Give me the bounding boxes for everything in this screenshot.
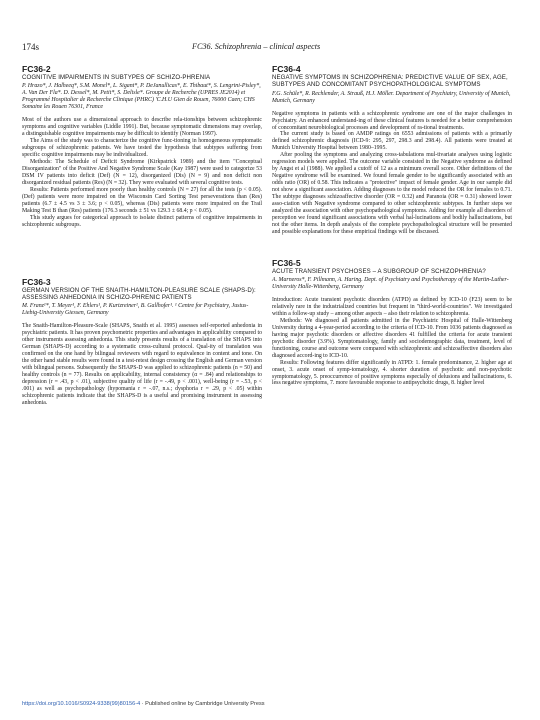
abstract-paragraph: The Aims of the study was to characterize the cognitive func-tioning in homogeneous symptomatic subgroups of schizophrenic patients. We have tested the hypothesis that subtypes suffering from specific cognitive impairments may be individualized. bbox=[22, 138, 262, 159]
abstract bbox=[272, 258, 512, 388]
abstract-paragraph: The Snaith-Hamilton-Pleasure-Scale (SHAPS, Snaith et al. 1995) assesses self-reported anhedonia in psychiatric patients. It has proven psychometric properties and advantages in applicability compared to other instruments assessing anhedonia. This study presents results of a translation of the SHAPS into German (SHAPS-D) according to a systematic cross-cultural protocol. Qual-ity of translation was confirmed on the one hand by bilingual reviewers with regard to equivalence in content and tone. On the other hand stable results were found in a test-retest design crossing the English and German version with bilingual persons. Subsequently the SHAPS-D was applied to schizophrenic patients (n = 50) and healthy controls (n = 77). Results on applicability, internal consistency (α = .84) and relationships to depression (r = .43, p < .01), subjective quality of life (r = -.49, p < .001), well-being (r = -.53, p < .001) as well as psychopathology (hypomania r = -.07, n.s.; dysphoria r = .29, p < .05) within schizophrenic patients indicate that the SHAPS-D is a useful and promising instrument in assessing anhedonia. bbox=[22, 323, 262, 406]
abstract-id: FC36-2 bbox=[22, 64, 51, 74]
page-footer bbox=[22, 701, 265, 707]
abstract-authors: P. Hrazo*, J. Halheeq*, S.M. Monel*, L. Sigant*, P. DeJanullicas*, E. Thibaut*, S. Lengrini-Pisley*, A. Van Der Fla*. D. Dessel*, M. Petit*, S. Delisle*. Groupe de Recherche (UPRES JE2014) et Programmé Hospitalier de Recherche Clinique (PHRC) 'C.H.U Gien de Rouen, 76000 Caen; CHS Somaine les Rouen 76301, France bbox=[22, 83, 261, 111]
abstract-id: FC36-5 bbox=[272, 257, 301, 268]
abstract-id: FC36-4 bbox=[272, 64, 301, 74]
abstract-paragraph: Negative symptoms in patients with a schizophrenic syndrome are one of the major challenges in Psychiatry. An enhanced understand-ing of these clinical features is needed for a better comprehension of concomitant neurobiological processes and development of ra-tional treatments. bbox=[272, 110, 512, 131]
page-number: 174s bbox=[22, 42, 40, 52]
abstract-body bbox=[22, 117, 262, 228]
abstract-body bbox=[272, 111, 512, 236]
left-column bbox=[22, 64, 262, 417]
abstract-authors: F.G. Schüle*, R. Rechlender, A. Strauß, H.J. Möller. Department of Psychiatry, University of Munich, Munich, Germany bbox=[272, 90, 511, 104]
abstract-paragraph: Results: Following features differ significantly in ATPD: 1. female predominance, 2. higher age at onset, 3. acute onset of symp-tomatology, 4. shorter duration of psychotic and non-psychotic symptomatology, 5. preoccurrence of positive symptoms especially of delusions and hallucinations, 6. less negative symptoms, 7. more favourable response to antipsychotic drugs, 8. higher level bbox=[272, 359, 512, 387]
abstract-paragraph: This study argues for categorical approach to isolate distinct patterns of cognitive impairments in schizophrenic subgroups. bbox=[22, 214, 262, 228]
abstract-paragraph: Results: Patients performed more poorly than healthy controls (N = 27) for all the tests (p < 0.05). (Def) patients were more impaired on the Wisconsin Card Sorting Test perseverations than (Res) patients (6.7 ± 4.5 vs 3 ± 3.6; p < 0.05), whereas (Dis) patients were more impaired on the Trail Making Test B than (Res) patients (176.3 seconds ± 51 vs 129.3 ± 68.4; p < 0.05). bbox=[22, 186, 262, 214]
abstract-body bbox=[272, 297, 512, 387]
footer-separator: · bbox=[141, 701, 146, 707]
abstract-paragraph: Methods: We diagnosed all patients admitted in the Psychiatric Hospital of Halle-Wittenberg University during a 4-year-period according to the criteria of ICD-10. From 1036 patients diagnosed as having major psychotic disorders or affective disorders 41 fulfilled the criteria for acute transient psychotic disorder (3.9%). Symptomatology, family and sociodemographic data, treatment, level of functioning, course and outcome were compared with schizophrenic and schizoaffective disorders also diagnosed accord-ing to ICD-10. bbox=[272, 317, 512, 359]
abstract-paragraph: Most of the authors use a dimensional approach to describe rela-tionships between schizophrenic symptoms and cognitive variables (Liddle 1991). But, because symptomatic dimensions may overlap, a distinguishable cognitive impairments may be difficult to identify (Norman 1997). bbox=[22, 117, 262, 138]
running-title: FC36. Schizophrenia – clinical aspects bbox=[192, 42, 321, 51]
abstract-id: FC36-3 bbox=[22, 276, 51, 287]
abstract-body bbox=[22, 323, 262, 406]
abstract-authors: M. Franz¹*, T. Meyer¹, F. Ehlers¹, P. Kurtzreiner¹, B. Gallhofer¹. ¹ Centre for Psychiatry, Justus-Liebig-University Giessen, Germany bbox=[22, 303, 249, 317]
abstract-title: NEGATIVE SYMPTOMS IN SCHIZOPHRENIA: PREDICTIVE VALUE OF SEX, AGE, SUBTYPES AND CONCOMITANT PSYCHOPATHOLOGICAL SYMPTOMS bbox=[272, 74, 508, 89]
publisher-note: Published online by Cambridge University Press bbox=[145, 701, 265, 707]
abstract bbox=[272, 64, 512, 236]
running-header bbox=[22, 42, 512, 54]
abstract-paragraph: Methods: The Schedule of Deficit Syndrome (Kirkpatrick 1989) and the item "Conceptual Disorganization" of the Positive And Negative Syndrome Scale (Kay 1987) were used to categorize 53 DSM IV patients into deficit (Def) (N = 12), disorganized (Dis) (N = 9) and non deficit non disorganized residual patients (Res) (N = 32). They were evaluated with several cognitive tests. bbox=[22, 159, 262, 186]
abstract bbox=[22, 277, 262, 407]
abstract-title: COGNITIVE IMPAIRMENTS IN SUBTYPES OF SCHIZO-PHRENIA bbox=[22, 74, 211, 81]
abstract bbox=[22, 64, 262, 229]
abstract-paragraph: The current study is based on AMDP ratings on 6553 admissions of patients with a primarily defined schizophrenic diagnosis (ICD-9: 295, 297, 298.3 and 298.4). All patients were treated at Munich University Hospital between 1980–1995. bbox=[272, 131, 512, 152]
abstract-title: ACUTE TRANSIENT PSYCHOSES – A SUBGROUP OF SCHIZOPHRENIA? bbox=[272, 267, 486, 275]
abstract-authors: A. Marneros*, F. Pillmann, A. Haring. Dept. of Psychiatry and Psychotherapy of the Martin-Luther-University Halle-Wittenberg, Germany bbox=[272, 277, 509, 291]
right-column bbox=[272, 64, 512, 397]
abstract-paragraph: Introduction: Acute transient psychotic disorders (ATPD) as defined by ICD-10 (F23) seem to be relatively rare in the industrialized countries but frequent in "third-world-countries". We investigated within a follow-up study – among other aspects – also their relation to schizophrenia. bbox=[272, 297, 512, 317]
abstract-paragraph: After pooling the symptoms and analyzing cross-tabulations mul-tivariate analyses using logistic regression models were applied. The outcome variable consisted in the Negative syndrome as defined by Angst et al (1988). We applied a cutoff of 12 as a minimum overall score. Other definitions of the Negative syndrome will be examined. We found female gender to be significantly associated with an odds ratio (OR) of 0.58. This indicates a "protective" impact of female gender. Age in our sample did not show a significant association. Adding diagnoses to the model reduced the OR for females to 0.71. The subtype diagnoses schizoaffective disorder (OR = 0.32) and Paranoia (OR = 0.31) showed lower asso-ciation with Negative syndrome compared to other schizophrenic subtypes. In further steps we analyzed the association with other psychopathological symptoms. Adding for example all disorders of perception we found significant associations with verbal hal-lucinations and bodily hallucinations, but not the other items. In depth analysis of the complete psychopathological structure will be presented and possible explanations for these empirical findings will be discussed. bbox=[272, 152, 512, 235]
abstract-title: GERMAN VERSION OF THE SNAITH-HAMILTON-PLEASURE SCALE (SHAPS-D): ASSESSING ANHEDONIA IN SCHIZO-PHRENIC PATIENTS bbox=[22, 286, 256, 301]
doi-link[interactable]: https://doi.org/10.1016/S0924-9338(99)80156-4 bbox=[22, 701, 141, 707]
